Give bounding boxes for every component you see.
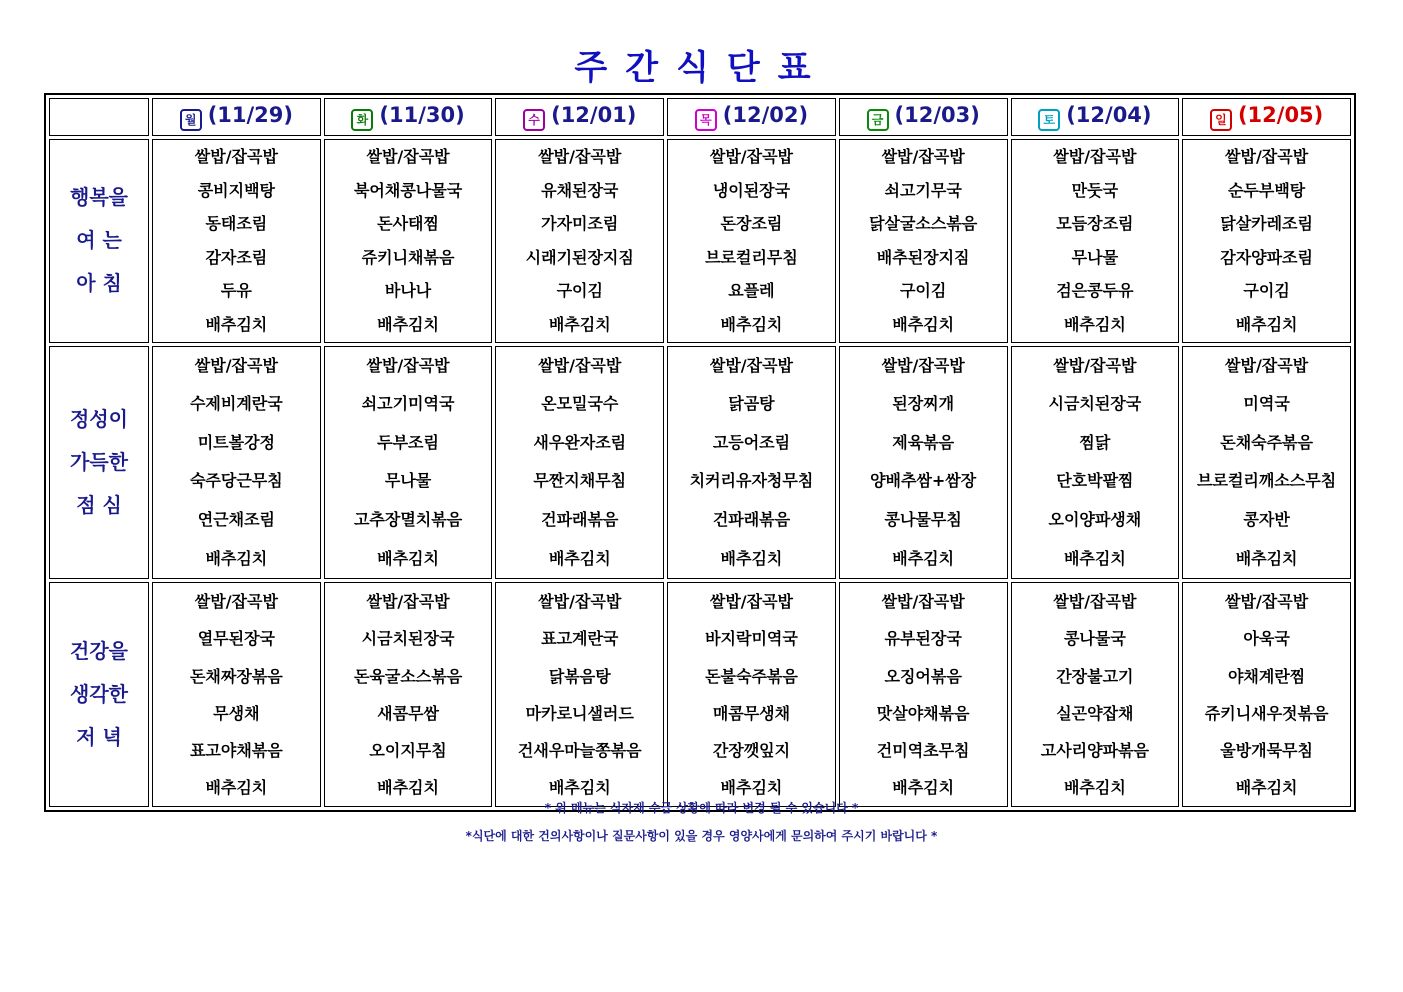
menu-item: 만둣국	[1071, 180, 1119, 200]
menu-item: 감자양파조림	[1220, 247, 1313, 267]
menu-cell	[667, 582, 836, 807]
day-header-row	[49, 98, 1351, 136]
menu-item: 브로컬리깨소스무침	[1197, 471, 1337, 491]
menu-cell	[1011, 139, 1180, 343]
menu-cell	[839, 346, 1008, 580]
menu-item: 쌀밥/잡곡밥	[194, 355, 278, 375]
day-icon: 금	[867, 109, 889, 131]
menu-item: 배추김치	[205, 548, 268, 568]
menu-item: 동태조림	[205, 214, 268, 234]
menu-item: 건파래볶음	[541, 509, 619, 529]
menu-item: 쌀밥/잡곡밥	[194, 147, 278, 166]
menu-item: 쌀밥/잡곡밥	[366, 147, 450, 166]
menu-item: 고사리양파볶음	[1040, 740, 1149, 760]
menu-cell	[324, 582, 493, 807]
day-date: (12/01)	[551, 103, 637, 127]
menu-item: 오이지무침	[369, 740, 447, 760]
menu-item: 두부조림	[377, 432, 439, 452]
menu-item: 새우완자조림	[533, 432, 627, 452]
menu-item: 배추김치	[720, 314, 783, 334]
day-date: (11/30)	[379, 103, 465, 127]
menu-item: 시금치된장국	[361, 629, 455, 649]
menu-cell	[1011, 582, 1180, 807]
menu-cell	[495, 139, 664, 343]
day-header	[839, 98, 1008, 136]
menu-list	[496, 347, 663, 579]
meal-label-line: 점 심	[76, 492, 122, 517]
menu-list	[1183, 347, 1350, 579]
day-date: (11/29)	[207, 103, 293, 127]
menu-item: 유부된장국	[884, 629, 962, 649]
menu-item: 쌀밥/잡곡밥	[366, 592, 450, 612]
menu-item: 새콤무쌈	[377, 703, 439, 723]
menu-item: 배추김치	[1063, 778, 1126, 798]
menu-cell	[324, 139, 493, 343]
menu-list	[153, 140, 320, 342]
meal-label-line: 행복을	[70, 185, 128, 210]
menu-item: 온모밀국수	[541, 394, 619, 414]
menu-item: 쌀밥/잡곡밥	[881, 355, 965, 375]
menu-cell	[495, 346, 664, 580]
menu-item: 배추김치	[720, 548, 783, 568]
menu-item: 맛살야채볶음	[876, 703, 970, 723]
menu-item: 된장찌개	[892, 394, 955, 414]
breakfast-row	[49, 139, 1351, 343]
menu-item: 간장깻잎지	[712, 740, 791, 760]
menu-item: 닭곰탕	[728, 394, 775, 414]
menu-item: 돈불숙주볶음	[705, 666, 798, 686]
menu-item: 무나물	[1071, 247, 1119, 267]
menu-item: 숙주당근무침	[189, 471, 283, 491]
lunch-row	[49, 346, 1351, 580]
menu-item: 배추김치	[1063, 548, 1126, 568]
menu-item: 구이김	[1243, 281, 1290, 301]
menu-item: 배추김치	[205, 778, 268, 798]
menu-list	[840, 140, 1007, 342]
menu-item: 단호박팥찜	[1056, 471, 1134, 491]
menu-list	[840, 347, 1007, 579]
menu-item: 바지락미역국	[705, 629, 798, 649]
menu-list	[1012, 140, 1179, 342]
menu-item: 오이양파생채	[1048, 509, 1142, 529]
menu-item: 돈육굴소스볶음	[353, 666, 463, 686]
meal-label-line: 여 는	[76, 228, 122, 253]
menu-item: 배추된장지짐	[876, 247, 970, 267]
menu-item: 배추김치	[377, 548, 439, 568]
menu-item: 쌀밥/잡곡밥	[709, 592, 794, 612]
menu-cell	[1182, 346, 1351, 580]
menu-item: 배추김치	[1063, 314, 1126, 334]
meal-label-line: 저 녁	[76, 725, 122, 750]
day-date: (12/04)	[1066, 103, 1152, 127]
menu-item: 배추김치	[548, 548, 611, 568]
menu-item: 닭살카레조림	[1220, 214, 1313, 234]
day-header	[667, 98, 836, 136]
menu-item: 쌀밥/잡곡밥	[538, 147, 622, 166]
menu-cell	[152, 139, 321, 343]
menu-item: 배추김치	[892, 778, 955, 798]
menu-cell	[324, 346, 493, 580]
menu-item: 배추김치	[892, 548, 955, 568]
menu-item: 미트볼강정	[197, 432, 275, 452]
menu-item: 쌀밥/잡곡밥	[538, 592, 622, 612]
menu-item: 배추김치	[205, 314, 268, 334]
dinner-row	[49, 582, 1351, 807]
meal-label-line: 가득한	[70, 449, 128, 474]
menu-item: 닭살굴소스볶음	[869, 214, 978, 234]
menu-item: 쌀밥/잡곡밥	[194, 592, 278, 612]
day-header	[1182, 98, 1351, 136]
change-notice: * 위 메뉴는 식자재 수급 상황에 따라 변경 될 수 있습니다 *	[544, 801, 859, 815]
day-date: (12/02)	[722, 103, 809, 127]
menu-item: 울방개묵무침	[1220, 740, 1313, 760]
menu-item: 콩나물무침	[884, 509, 962, 529]
menu-item: 아욱국	[1243, 629, 1290, 649]
menu-item: 쌀밥/잡곡밥	[709, 355, 794, 375]
menu-item: 가자미조림	[541, 214, 619, 234]
menu-item: 배추김치	[1235, 778, 1298, 798]
meal-label-line: 정성이	[70, 406, 128, 431]
menu-item: 쌀밥/잡곡밥	[538, 355, 622, 375]
menu-item: 미역국	[1243, 394, 1290, 414]
day-icon: 목	[695, 109, 717, 131]
menu-list	[325, 140, 492, 342]
day-header	[324, 98, 493, 136]
menu-item: 고추장멸치볶음	[353, 509, 463, 529]
menu-item: 쌀밥/잡곡밥	[1053, 592, 1137, 612]
meal-label-line: 아 침	[76, 271, 122, 296]
menu-item: 치커리유자청무침	[689, 471, 814, 491]
menu-item: 쌀밥/잡곡밥	[1053, 147, 1137, 166]
menu-item: 브로컬리무침	[705, 247, 798, 267]
menu-list	[1012, 583, 1179, 806]
menu-item: 실곤약잡채	[1056, 703, 1134, 723]
menu-item: 쇠고기미역국	[361, 394, 455, 414]
menu-item: 무나물	[384, 471, 432, 491]
meal-label-line: 생각한	[70, 682, 128, 707]
meal-label	[49, 346, 149, 580]
day-icon: 화	[351, 109, 373, 131]
menu-item: 콩자반	[1243, 509, 1290, 529]
menu-item: 돈장조림	[720, 214, 783, 234]
menu-cell	[667, 139, 836, 343]
inquiry-notice: *식단에 대한 건의사항이나 질문사항이 있을 경우 영양사에게 문의하여 주시기 바랍니다 *	[465, 829, 938, 843]
menu-item: 마카로니샐러드	[525, 703, 634, 723]
day-date: (12/03)	[894, 103, 980, 127]
meal-label-line: 건강을	[70, 639, 128, 664]
menu-item: 냉이된장국	[712, 180, 791, 200]
menu-list	[496, 140, 663, 342]
menu-item: 쌀밥/잡곡밥	[881, 592, 965, 612]
menu-item: 쌀밥/잡곡밥	[1225, 147, 1309, 166]
menu-item: 오징어볶음	[884, 666, 962, 686]
menu-item: 배추김치	[892, 314, 955, 334]
day-header	[495, 98, 664, 136]
menu-item: 감자조림	[205, 247, 268, 267]
menu-item: 쇠고기무국	[884, 180, 962, 200]
menu-item: 건파래볶음	[712, 509, 791, 529]
menu-list	[1183, 140, 1350, 342]
day-icon: 일	[1210, 109, 1232, 131]
menu-item: 두유	[220, 281, 252, 301]
meal-label	[49, 139, 149, 343]
menu-item: 배추김치	[548, 778, 611, 798]
menu-list	[153, 347, 320, 579]
day-header	[152, 98, 321, 136]
menu-item: 쌀밥/잡곡밥	[1225, 355, 1309, 375]
menu-item: 배추김치	[377, 314, 439, 334]
menu-cell	[1182, 582, 1351, 807]
menu-cell	[839, 582, 1008, 807]
menu-list	[668, 583, 835, 806]
menu-item: 구이김	[899, 281, 947, 301]
menu-item: 건미역초무침	[876, 740, 970, 760]
menu-item: 배추김치	[1235, 548, 1298, 568]
menu-item: 배추김치	[1235, 314, 1298, 334]
menu-item: 쌀밥/잡곡밥	[1053, 355, 1137, 375]
menu-item: 배추김치	[548, 314, 611, 334]
menu-item: 바나나	[384, 281, 432, 301]
menu-item: 수제비계란국	[189, 394, 283, 414]
menu-item: 쌀밥/잡곡밥	[881, 147, 965, 166]
menu-cell	[152, 346, 321, 580]
menu-item: 닭볶음탕	[548, 666, 611, 686]
menu-item: 콩나물국	[1063, 629, 1126, 649]
menu-list	[325, 347, 492, 579]
menu-item: 양배추쌈+쌈장	[870, 471, 977, 491]
menu-item: 열무된장국	[197, 629, 275, 649]
menu-item: 고등어조림	[712, 432, 791, 452]
menu-item: 요플레	[728, 281, 775, 301]
menu-list	[668, 140, 835, 342]
menu-item: 돈사태찜	[377, 214, 439, 234]
menu-item: 무생채	[213, 703, 260, 723]
menu-item: 북어채콩나물국	[353, 180, 463, 200]
menu-item: 제육볶음	[892, 432, 955, 452]
menu-list	[840, 583, 1007, 806]
menu-item: 모듬장조림	[1056, 214, 1134, 234]
corner-cell	[49, 98, 149, 136]
day-icon: 월	[180, 109, 202, 131]
menu-item: 매콤무생채	[712, 703, 791, 723]
day-date: (12/05)	[1237, 103, 1324, 127]
menu-cell	[839, 139, 1008, 343]
menu-item: 쥬키니채볶음	[361, 247, 455, 267]
weekly-menu-table	[44, 93, 1356, 812]
menu-item: 배추김치	[720, 778, 783, 798]
menu-item: 간장불고기	[1056, 666, 1134, 686]
menu-list	[496, 583, 663, 806]
meal-label	[49, 582, 149, 807]
day-header	[1011, 98, 1180, 136]
menu-list	[668, 347, 835, 579]
menu-item: 배추김치	[377, 778, 439, 798]
menu-item: 시금치된장국	[1048, 394, 1142, 414]
menu-item: 찜닭	[1079, 432, 1111, 452]
menu-item: 쌀밥/잡곡밥	[366, 355, 450, 375]
page-title: 주간식단표	[574, 48, 829, 88]
menu-item: 연근채조림	[197, 509, 275, 529]
menu-item: 야채계란찜	[1227, 666, 1306, 686]
menu-item: 표고야채볶음	[189, 740, 283, 760]
menu-item: 돈채숙주볶음	[1220, 432, 1313, 452]
menu-item: 쌀밥/잡곡밥	[709, 147, 794, 166]
menu-item: 구이김	[556, 281, 603, 301]
menu-cell	[667, 346, 836, 580]
menu-list	[153, 583, 320, 806]
menu-item: 시래기된장지짐	[525, 247, 634, 267]
menu-list	[1183, 583, 1350, 806]
day-icon: 토	[1038, 109, 1060, 131]
menu-cell	[1182, 139, 1351, 343]
menu-item: 무짠지채무침	[533, 471, 627, 491]
menu-item: 쥬키니새우젓볶음	[1204, 703, 1329, 723]
menu-item: 쌀밥/잡곡밥	[1225, 592, 1309, 612]
menu-item: 검은콩두유	[1056, 281, 1134, 301]
menu-cell	[495, 582, 664, 807]
menu-item: 표고계란국	[541, 629, 619, 649]
menu-item: 건새우마늘쫑볶음	[517, 740, 642, 760]
menu-item: 유채된장국	[541, 180, 619, 200]
menu-item: 콩비지백탕	[197, 180, 275, 200]
menu-item: 순두부백탕	[1227, 180, 1306, 200]
menu-cell	[1011, 346, 1180, 580]
menu-list	[1012, 347, 1179, 579]
menu-cell	[152, 582, 321, 807]
menu-item: 돈채짜장볶음	[189, 666, 283, 686]
day-icon: 수	[523, 109, 545, 131]
menu-list	[325, 583, 492, 806]
